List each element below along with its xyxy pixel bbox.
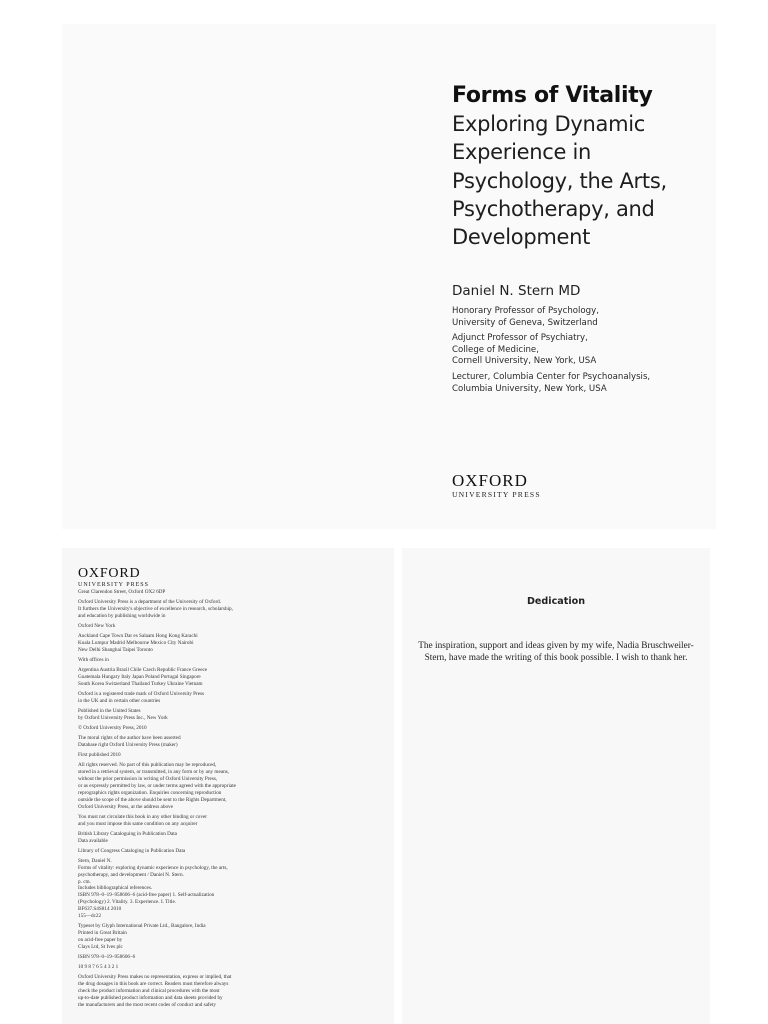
copyright-paragraph: Oxford University Press makes no representation, express or implied, that the drug dosages in this book are correct. Readers must therefore always check the product information and clinical procedures with the most up-to-date published product information and data sheets provided by the manufacturers and the most recent codes of conduct and safety <box>78 974 232 1008</box>
copyright-publisher-logo <box>78 566 149 589</box>
subtitle-line: Exploring Dynamic <box>452 112 646 136</box>
copyright-paragraph: Auckland Cape Town Dar es Salaam Hong Kong Karachi Kuala Lumpur Madrid Melbourne Mexico City Nairobi New Delhi Shanghai Taipei Toronto <box>78 633 198 653</box>
title-page <box>62 24 716 529</box>
title-block <box>452 82 712 251</box>
subtitle-line: Experience in <box>452 140 592 165</box>
copyright-paragraph: Published in the United States by Oxford University Press Inc., New York <box>78 708 168 721</box>
publisher-name: OXFORD <box>452 471 528 490</box>
copyright-paragraph: All rights reserved. No part of this publication may be reproduced, stored in a retrieval system, or transmitted, in any form or by any means, without the prior permission in writing of Oxford University Press, or as expressly permitted by law, or under terms agreed with the appropriate reprographics rights organization. Enquiries concerning reproduction outside the scope of the above should be sent to the Rights Department, Oxford University Press, at the address above <box>78 762 236 810</box>
book-subtitle <box>452 110 712 251</box>
copyright-paragraph: ISBN 978–0–19–958606–6 <box>78 953 136 960</box>
publisher-logo <box>452 471 592 500</box>
copyright-paragraph: Oxford University Press is a department of the University of Oxford. It furthers the University's objective of excellence in research, scholarship, and education by publishing worldwide in <box>78 599 233 619</box>
copyright-paragraph: Argentina Austria Brazil Chile Czech Republic France Greece Guatemala Hungary Italy Japan Poland Portugal Singapore South Korea Switzerland Thailand Turkey Ukraine Vietnam <box>78 667 208 687</box>
dedication-page <box>402 548 710 1024</box>
dedication-heading: Dedication <box>526 596 586 607</box>
copyright-paragraph: Stern, Daniel N. Forms of vitality: exploring dynamic experience in psychology, the arts, psychotherapy, and development / Daniel N. Stern. p. cm. Includes bibliographical references. ISBN 978–0–19–958606–6 (acid-free paper) 1. Self-actualization (Psychology) 2. Vitality. 3. Experience. I. Title. BF637.S4S814 2010 155—dc22 <box>78 857 228 920</box>
affiliation: Honorary Professor of Psychology, University of Geneva, Switzerland <box>452 306 599 328</box>
copyright-paragraph: Typeset by Glyph International Private Ltd., Bangalore, India Printed in Great Britain on acid-free paper by Clays Ltd, St Ives plc <box>78 923 206 950</box>
affiliation: Lecturer, Columbia Center for Psychoanalysis, Columbia University, New York, USA <box>452 371 651 394</box>
subtitle-line: Development <box>452 225 591 250</box>
copyright-paragraph: Oxford New York <box>78 623 116 629</box>
copyright-paragraph: © Oxford University Press, 2010 <box>78 725 147 731</box>
copyright-paragraph: Great Clarendon Street, Oxford OX2 6DP <box>78 589 166 595</box>
publisher-name: OXFORD <box>78 566 141 581</box>
publisher-subname: UNIVERSITY PRESS <box>78 582 149 588</box>
author-name: Daniel N. Stern MD <box>452 283 581 299</box>
subtitle-line: Psychology, the Arts, <box>452 168 667 193</box>
book-title: Forms of Vitality <box>452 83 653 108</box>
author-block <box>452 283 716 399</box>
copyright-text <box>78 589 378 1012</box>
copyright-paragraph: British Library Cataloguing in Publication Data Data available <box>78 830 177 844</box>
copyright-paragraph: You must not circulate this book in any other binding or cover and you must impose this same condition on any acquirer <box>78 813 207 827</box>
copyright-paragraph: Oxford is a registered trade mark of Oxford University Press in the UK and in certain other countries <box>78 691 205 704</box>
copyright-paragraph: First published 2010 <box>78 752 121 759</box>
affiliation: Adjunct Professor of Psychiatry, College of Medicine, Cornell University, New York, USA <box>452 333 597 367</box>
copyright-paragraph: With offices in <box>78 657 109 663</box>
copyright-page <box>62 548 394 1024</box>
copyright-paragraph: The moral rights of the author have been asserted Database right Oxford University Press (maker) <box>78 735 181 748</box>
dedication-text: The inspiration, support and ideas given by my wife, Nadia Bruschweiler-Stern, have made the writing of this book possible. I wish to thank her. <box>418 641 694 663</box>
copyright-paragraph: Library of Congress Cataloging in Publication Data <box>78 847 186 854</box>
publisher-subname: UNIVERSITY PRESS <box>452 490 541 499</box>
copyright-paragraph: 10 9 8 7 6 5 4 3 2 1 <box>78 964 119 971</box>
subtitle-line: Psychotherapy, and <box>452 196 655 221</box>
